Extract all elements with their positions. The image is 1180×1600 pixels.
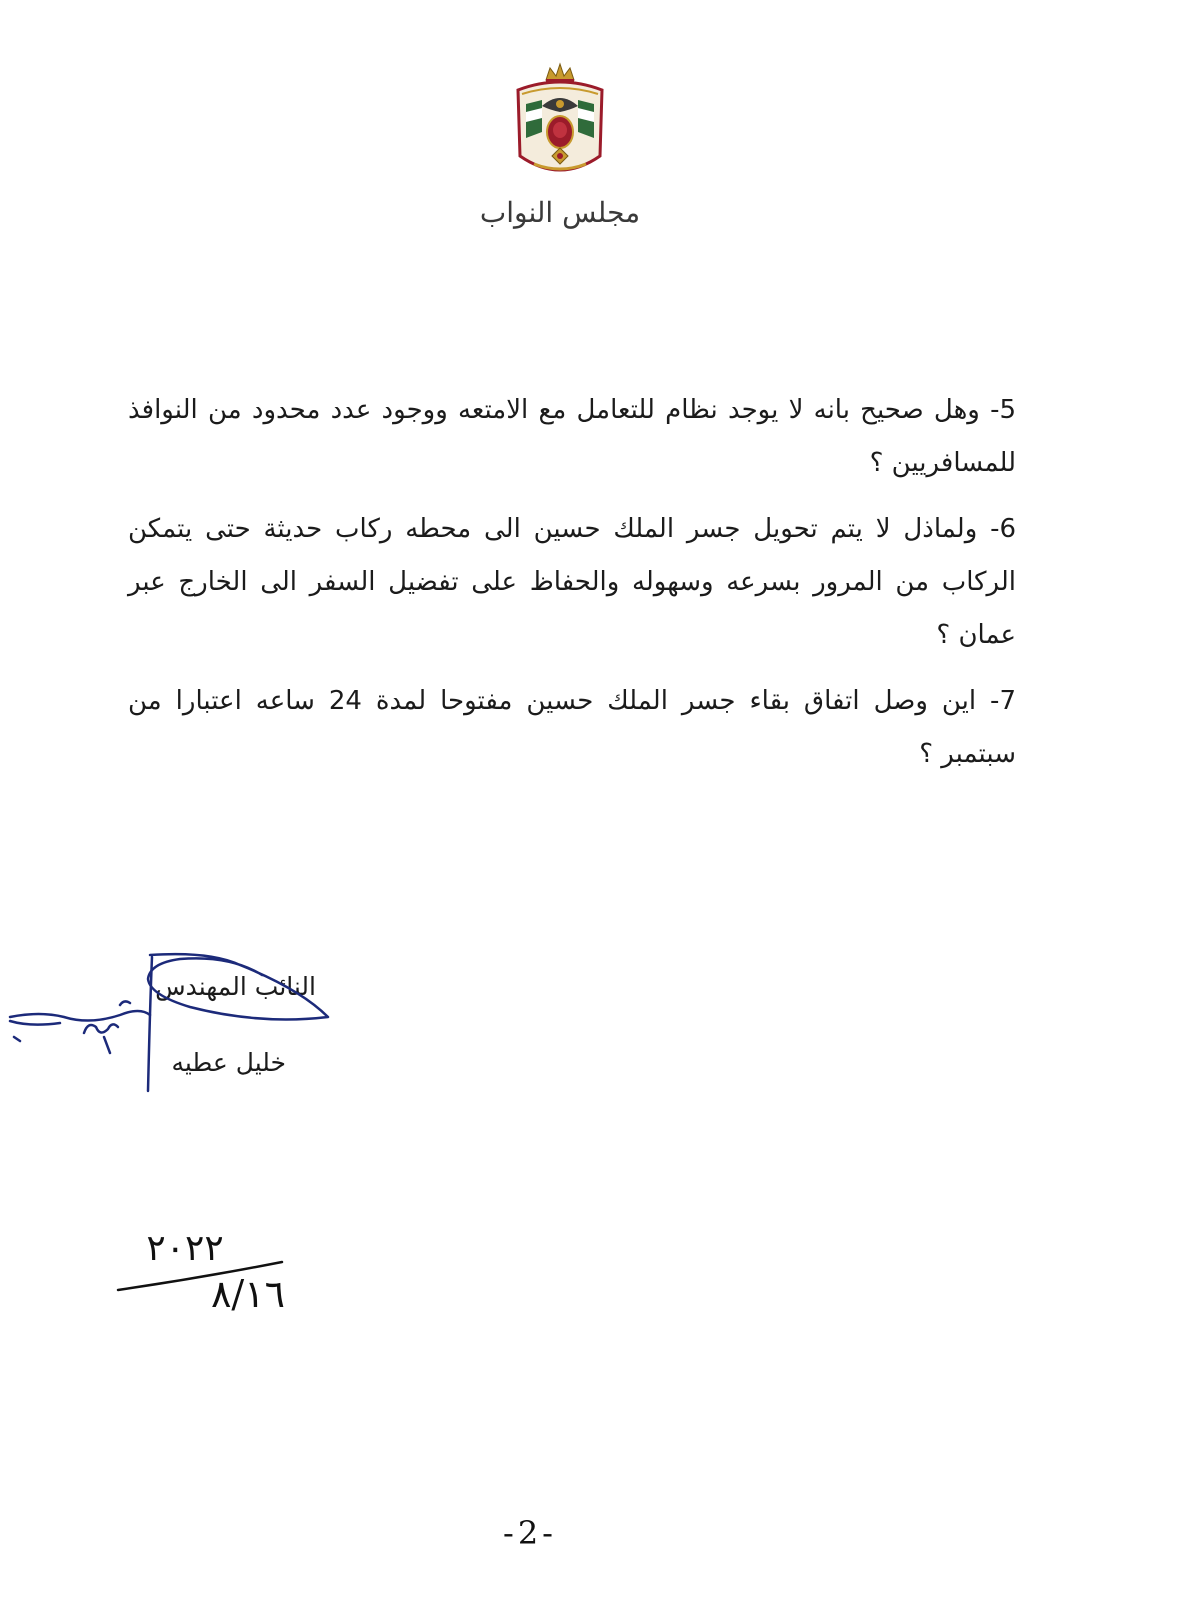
signatory-name: خليل عطيه bbox=[171, 1048, 286, 1077]
question-7: 7- اين وصل اتفاق بقاء جسر الملك حسين مفتوحا لمدة 24 ساعه اعتبارا من سبتمبر ؟ bbox=[128, 686, 1016, 769]
question-6: 6- ولماذل لا يتم تحويل جسر الملك حسين الى محطه ركاب حديثة حتى يتمكن الركاب من المرور بسرعه وسهوله والحفاظ على تفضيل السفر الى الخارج عبر عمان ؟ bbox=[128, 514, 1016, 650]
parliament-name: مجلس النواب bbox=[479, 196, 641, 229]
signatory-title: النائب المهندس bbox=[155, 972, 316, 1001]
date-year: ٢٠٢٢ bbox=[146, 1228, 224, 1269]
page-number: -2- bbox=[503, 1514, 557, 1552]
handwritten-signature bbox=[0, 945, 340, 1095]
question-5: 5- وهل صحيح بانه لا يوجد نظام للتعامل مع الامتعه ووجود عدد محدود من النوافذ للمسافريين ؟ bbox=[128, 395, 1016, 478]
date-day-month: ٨/١٦ bbox=[210, 1272, 286, 1316]
questions-list bbox=[128, 384, 1016, 794]
jordan-coat-of-arms-icon bbox=[512, 60, 608, 186]
